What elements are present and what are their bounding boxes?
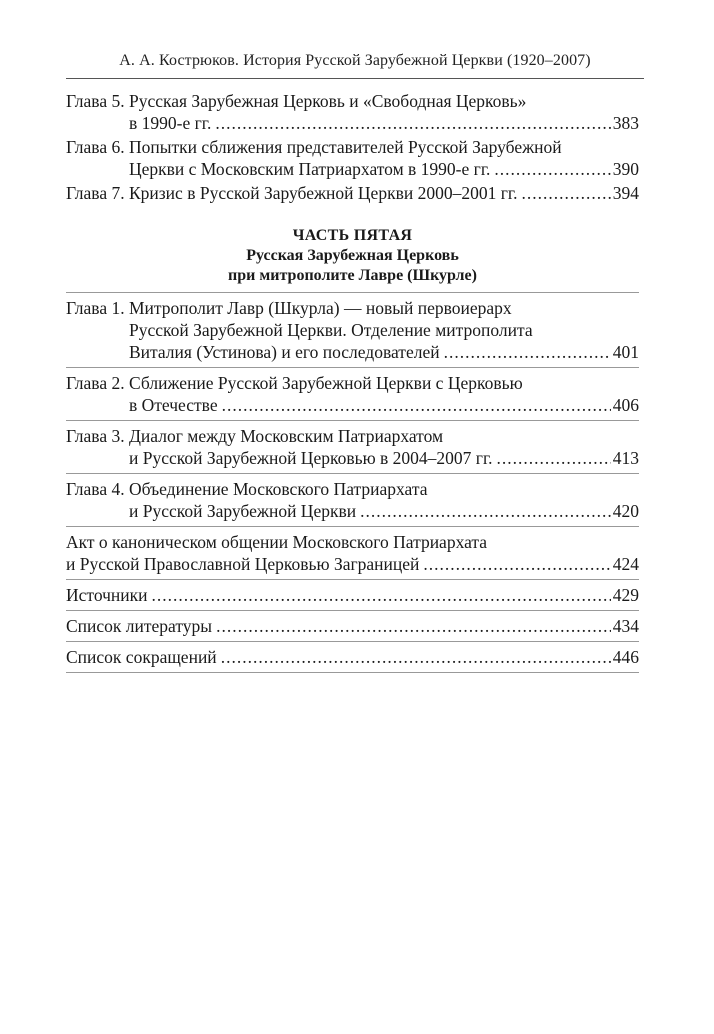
toc-entry-part5-chapter-1 <box>66 297 639 363</box>
running-title: А. А. Кострюков. История Русской Зарубежной Церкви (1920–2007) <box>119 52 591 69</box>
entry-divider <box>66 610 639 611</box>
entry-divider <box>66 579 639 580</box>
toc-entry-last-line: Виталия (Устинова) и его последователей <box>128 342 440 362</box>
header-divider <box>66 78 644 79</box>
dot-leader <box>497 447 611 469</box>
dot-leader <box>152 584 611 606</box>
toc-entry-part5-chapter-2 <box>66 372 639 416</box>
dot-leader <box>444 341 611 363</box>
toc-entry-last-line: в 1990-е гг. <box>128 113 212 133</box>
dot-leader <box>521 182 610 204</box>
toc-entry-part5-chapter-3 <box>66 425 639 469</box>
toc-entry-last-line: и Русской Зарубежной Церкви <box>128 501 357 521</box>
dot-leader <box>494 158 610 180</box>
toc-entry-chapter-5 <box>66 90 639 134</box>
entry-divider <box>66 641 639 642</box>
part-divider <box>66 292 639 293</box>
toc-entry-chapter-7 <box>66 182 639 204</box>
entry-divider <box>66 473 639 474</box>
part-subtitle: при митрополите Лавре (Шкурле) <box>228 267 477 284</box>
toc-page-number: 390 <box>612 159 639 179</box>
toc-page-number: 406 <box>612 395 639 415</box>
toc-page-number: 420 <box>612 501 639 521</box>
table-of-contents <box>66 90 639 677</box>
toc-page-number: 429 <box>612 585 639 605</box>
toc-entry-last-line: Кризис в Русской Зарубежной Церкви 2000–2001 гг. <box>128 183 518 203</box>
toc-entry-last-line: в Отечестве <box>128 395 218 415</box>
toc-entry-prefix: Глава 2. <box>66 373 129 393</box>
dot-leader <box>221 646 611 668</box>
dot-leader <box>216 615 611 637</box>
part-title: ЧАСТЬ ПЯТАЯ <box>292 227 413 244</box>
part-subtitle: Русская Зарубежная Церковь <box>246 247 459 264</box>
toc-entry-prefix: Глава 7. <box>66 183 129 203</box>
toc-entry-last-line: Церкви с Московским Патриархатом в 1990-е гг. <box>128 159 491 179</box>
toc-page-number: 446 <box>612 647 639 667</box>
toc-entry-prefix: Глава 4. <box>66 479 129 499</box>
toc-page-number: 401 <box>612 342 639 362</box>
dot-leader <box>215 112 610 134</box>
dot-leader <box>423 553 610 575</box>
toc-entry-line: Объединение Московского Патриархата <box>128 479 428 499</box>
toc-entry-last-line: Список сокращений <box>66 647 217 667</box>
toc-entry-line: Русская Зарубежная Церковь и «Свободная Церковь» <box>128 91 527 111</box>
entry-divider <box>66 672 639 673</box>
toc-entry-last-line: и Русской Зарубежной Церковью в 2004–2007 гг. <box>128 448 493 468</box>
toc-entry-line: Митрополит Лавр (Шкурла) — новый первоиерарх <box>128 298 512 318</box>
toc-entry-prefix: Глава 1. <box>66 298 129 318</box>
toc-entry-last-line: Список литературы <box>66 616 213 636</box>
dot-leader <box>222 394 611 416</box>
running-header <box>66 52 644 70</box>
toc-entry-prefix: Глава 5. <box>66 91 129 111</box>
toc-entry-prefix: Глава 6. <box>66 137 129 157</box>
toc-entry-act <box>66 531 639 575</box>
toc-entry-part5-chapter-4 <box>66 478 639 522</box>
toc-page-number: 394 <box>612 183 639 203</box>
toc-page-number: 413 <box>612 448 639 468</box>
entry-divider <box>66 367 639 368</box>
toc-page-number: 434 <box>612 616 639 636</box>
toc-entry-line: Диалог между Московским Патриархатом <box>128 426 444 446</box>
part-heading <box>66 226 639 286</box>
toc-entry-line: Сближение Русской Зарубежной Церкви с Церковью <box>128 373 523 393</box>
dot-leader <box>360 500 611 522</box>
toc-entry-last-line: Источники <box>66 585 148 605</box>
toc-page-number: 424 <box>612 554 639 574</box>
toc-entry-prefix: Глава 3. <box>66 426 129 446</box>
entry-divider <box>66 420 639 421</box>
toc-entry-chapter-6 <box>66 136 639 180</box>
toc-entry-bibliography <box>66 615 639 637</box>
toc-entry-sources <box>66 584 639 606</box>
toc-entry-line: Попытки сближения представителей Русской Зарубежной <box>128 137 562 157</box>
toc-page-number: 383 <box>612 113 639 133</box>
toc-entry-last-line: и Русской Православной Церковью Заграницей <box>66 554 420 574</box>
toc-entry-abbreviations <box>66 646 639 668</box>
entry-divider <box>66 526 639 527</box>
toc-entry-line: Акт о каноническом общении Московского Патриархата <box>66 532 488 552</box>
toc-entry-line: Русской Зарубежной Церкви. Отделение митрополита <box>128 320 533 340</box>
